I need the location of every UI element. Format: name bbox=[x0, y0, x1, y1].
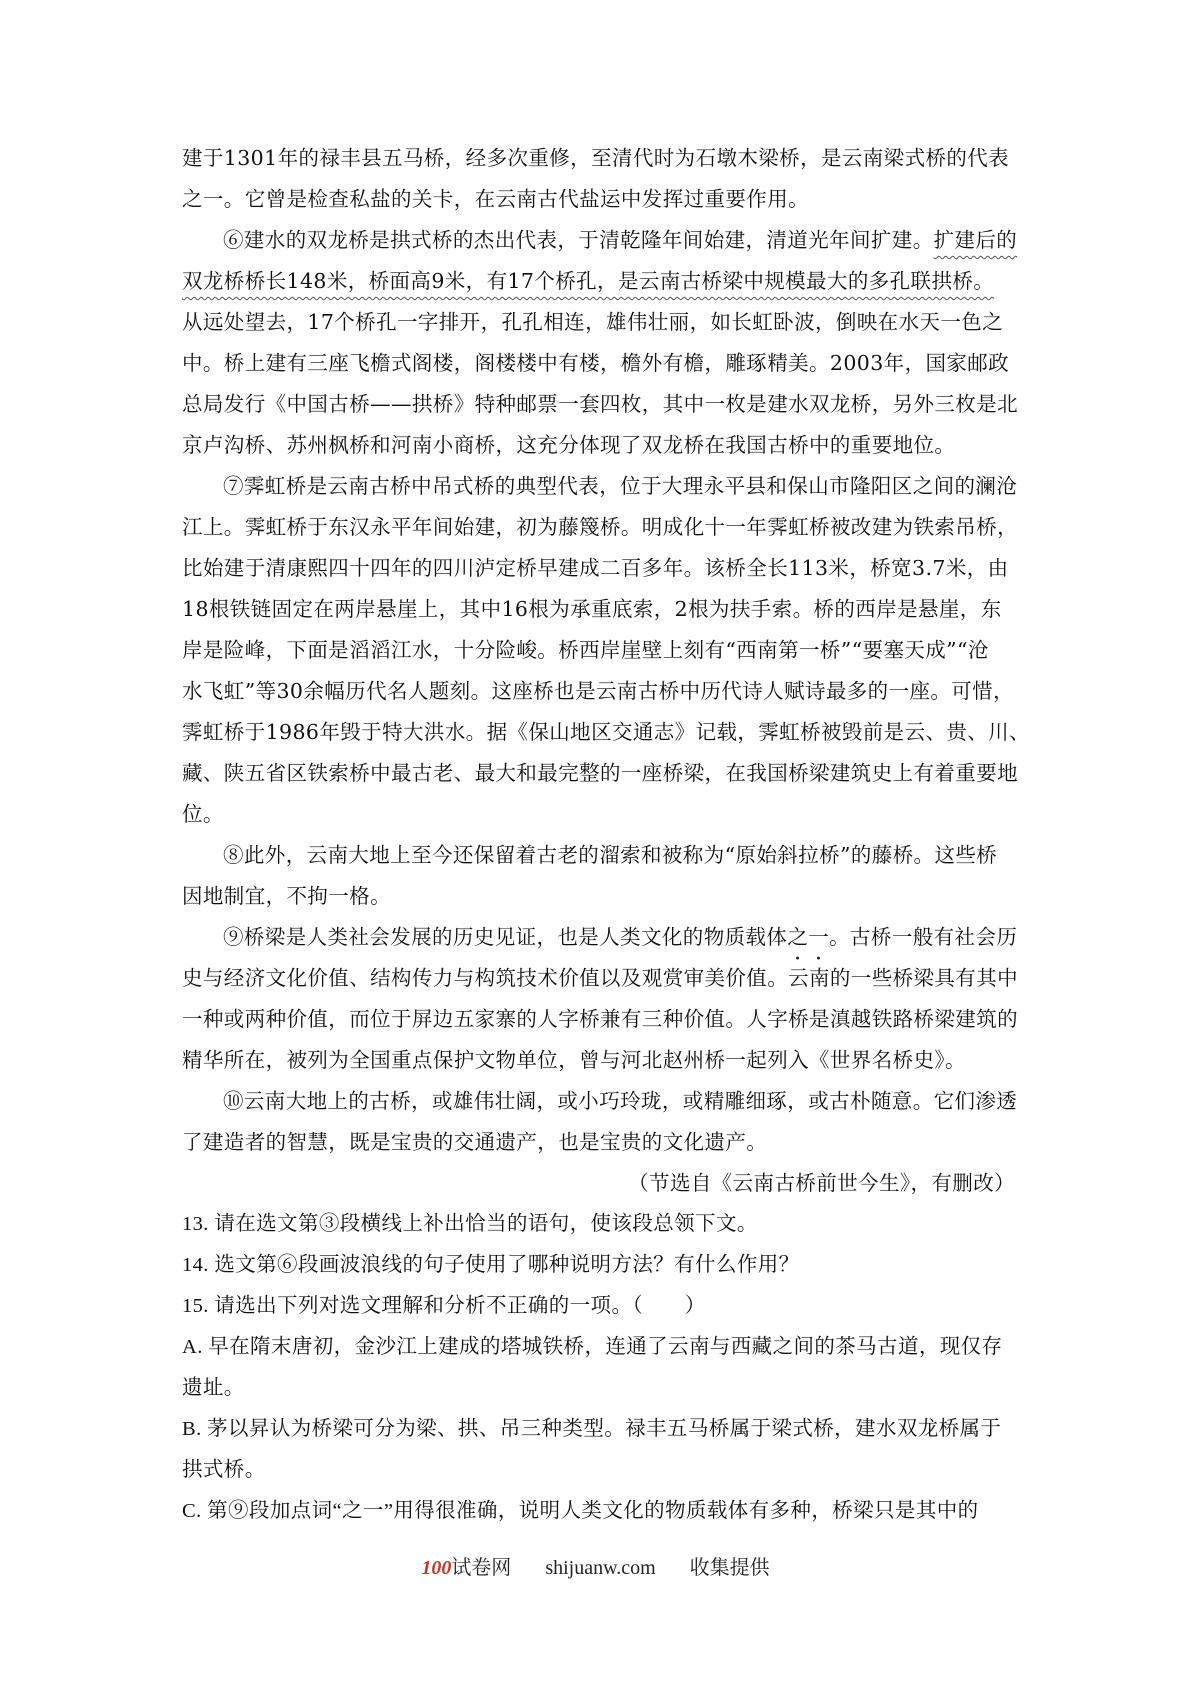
text-line: 水飞虹”等30余幅历代名人题刻。这座桥也是云南古桥中历代诗人赋诗最多的一座。可惜， bbox=[182, 679, 1014, 703]
option-a-continued: 遗址。 bbox=[182, 1377, 245, 1399]
text-line: 了建造者的智慧，既是宝贵的交通遗产，也是宝贵的文化遗产。 bbox=[182, 1130, 768, 1154]
text-line: ⑦霁虹桥是云南古桥中吊式桥的典型代表，位于大理永平县和保山市隆阳区之间的澜沧 bbox=[223, 474, 1018, 498]
text-line: 总局发行《中国古桥——拱桥》特种邮票一套四枚，其中一枚是建水双龙桥，另外三枚是北 bbox=[182, 392, 1018, 416]
text-line bbox=[182, 261, 1017, 302]
text-line: 之一。它曾是检查私盐的关卡，在云南古代盐运中发挥过重要作用。 bbox=[182, 187, 809, 211]
question-13: 13. 请在选文第③段横线上补出恰当的语句，使该段总领下文。 bbox=[182, 1213, 758, 1235]
text-line: 岸是险峰，下面是滔滔江水，十分险峻。桥西岸崖壁上刻有“西南第一桥”“要塞天成”“沧 bbox=[182, 638, 989, 662]
text-line bbox=[182, 917, 1017, 958]
text-line: 位。 bbox=[182, 802, 224, 826]
text-line: ⑩云南大地上的古桥，或雄伟壮阔，或小巧玲珑，或精雕细琢，或古朴随意。它们渗透 bbox=[223, 1089, 1018, 1113]
option-a: A. 早在隋末唐初，金沙江上建成的塔城铁桥，连通了云南与西藏之间的茶马古道，现仅存 bbox=[182, 1336, 1003, 1358]
text-span: ⑥建水的双龙桥是拱式桥的杰出代表，于清乾隆年间始建，清道光年间扩建。 bbox=[223, 228, 934, 252]
option-c: C. 第⑨段加点词“之一”用得很准确，说明人类文化的物质载体有多种，桥梁只是其中的 bbox=[182, 1500, 979, 1522]
questions bbox=[182, 1204, 1017, 1532]
paragraph-8 bbox=[182, 835, 1017, 917]
text-line: 18根铁链固定在两岸悬崖上，其中16根为承重底索，2根为扶手索。桥的西岸是悬崖，东 bbox=[182, 597, 1002, 621]
question-15: 15. 请选出下列对选文理解和分析不正确的一项。（ ） bbox=[182, 1295, 706, 1317]
emphasis-dotted-char: 一 bbox=[808, 925, 830, 949]
site-domain: shijuanw.com bbox=[545, 1557, 656, 1579]
text-line: 藏、陕五省区铁索桥中最古老、最大和最完整的一座桥梁，在我国桥梁建筑史上有着重要地 bbox=[182, 761, 1018, 785]
text-line: 京卢沟桥、苏州枫桥和河南小商桥，这充分体现了双龙桥在我国古桥中的重要地位。 bbox=[182, 433, 956, 457]
wavy-underlined-sentence: 双龙桥桥长148米，桥面高9米，有17个桥孔，是云南古桥梁中规模最大的多孔联拱桥。 bbox=[182, 269, 995, 293]
paragraph-5-continued bbox=[182, 138, 1017, 220]
text-line: 从远处望去，17个桥孔一字排开，孔孔相连，雄伟壮丽，如长虹卧波，倒映在水天一色之 bbox=[182, 310, 1004, 334]
text-line: 江上。霁虹桥于东汉永平年间始建，初为藤篾桥。明成化十一年霁虹桥被改建为铁索吊桥， bbox=[182, 515, 1018, 539]
question-14: 14. 选文第⑥段画波浪线的句子使用了哪种说明方法？有什么作用？ bbox=[182, 1254, 800, 1276]
document-body bbox=[182, 138, 1030, 1532]
text-line: 一种或两种价值，而位于屏边五家寨的人字桥兼有三种价值。人字桥是滇越铁路桥梁建筑的 bbox=[182, 1007, 1018, 1031]
paragraph-7 bbox=[182, 466, 1030, 835]
text-line: ⑧此外，云南大地上至今还保留着古老的溜索和被称为“原始斜拉桥”的藤桥。这些桥 bbox=[223, 843, 998, 867]
site-brand: 试卷网 bbox=[451, 1557, 512, 1579]
text-line bbox=[182, 220, 1017, 261]
text-line: 中。桥上建有三座飞檐式阁楼，阁楼楼中有楼，檐外有檐，雕琢精美。2003年，国家邮政 bbox=[182, 351, 1010, 375]
emphasis-dotted-char: 之 bbox=[787, 925, 809, 949]
text-span: 。古桥一般有社会历 bbox=[829, 925, 1018, 949]
footer-credit: 收集提供 bbox=[689, 1557, 770, 1579]
option-b: B. 茅以昇认为桥梁可分为梁、拱、吊三种类型。禄丰五马桥属于梁式桥，建水双龙桥属于 bbox=[182, 1418, 1002, 1440]
option-b-continued: 拱式桥。 bbox=[182, 1459, 266, 1481]
text-line: 霁虹桥于1986年毁于特大洪水。据《保山地区交通志》记载，霁虹桥被毁前是云、贵、川、 bbox=[182, 720, 1030, 744]
paragraph-6 bbox=[182, 220, 1017, 466]
site-logo: 100 bbox=[421, 1557, 452, 1579]
text-line: 建于1301年的禄丰县五马桥，经多次重修，至清代时为石墩木梁桥，是云南梁式桥的代表 bbox=[182, 146, 1010, 170]
paragraph-9 bbox=[182, 917, 1017, 1081]
text-line: 因地制宜，不拘一格。 bbox=[182, 884, 391, 908]
text-span: ⑨桥梁是人类社会发展的历史见证，也是人类文化的物质载体 bbox=[223, 925, 788, 949]
page-footer bbox=[0, 1551, 1191, 1580]
wavy-underlined-sentence: 扩建后的 bbox=[933, 228, 1018, 252]
source-citation: （节选自《云南古桥前世今生》，有删改） bbox=[628, 1171, 1015, 1195]
text-line: 史与经济文化价值、结构传力与构筑技术价值以及观赏审美价值。云南的一些桥梁具有其中 bbox=[182, 966, 1018, 990]
text-line: 比始建于清康熙四十四年的四川泸定桥早建成二百多年。该桥全长113米，桥宽3.7米，由 bbox=[182, 556, 1009, 580]
text-line: 精华所在，被列为全国重点保护文物单位，曾与河北赵州桥一起列入《世界名桥史》。 bbox=[182, 1048, 966, 1072]
paragraph-10 bbox=[182, 1081, 1017, 1163]
